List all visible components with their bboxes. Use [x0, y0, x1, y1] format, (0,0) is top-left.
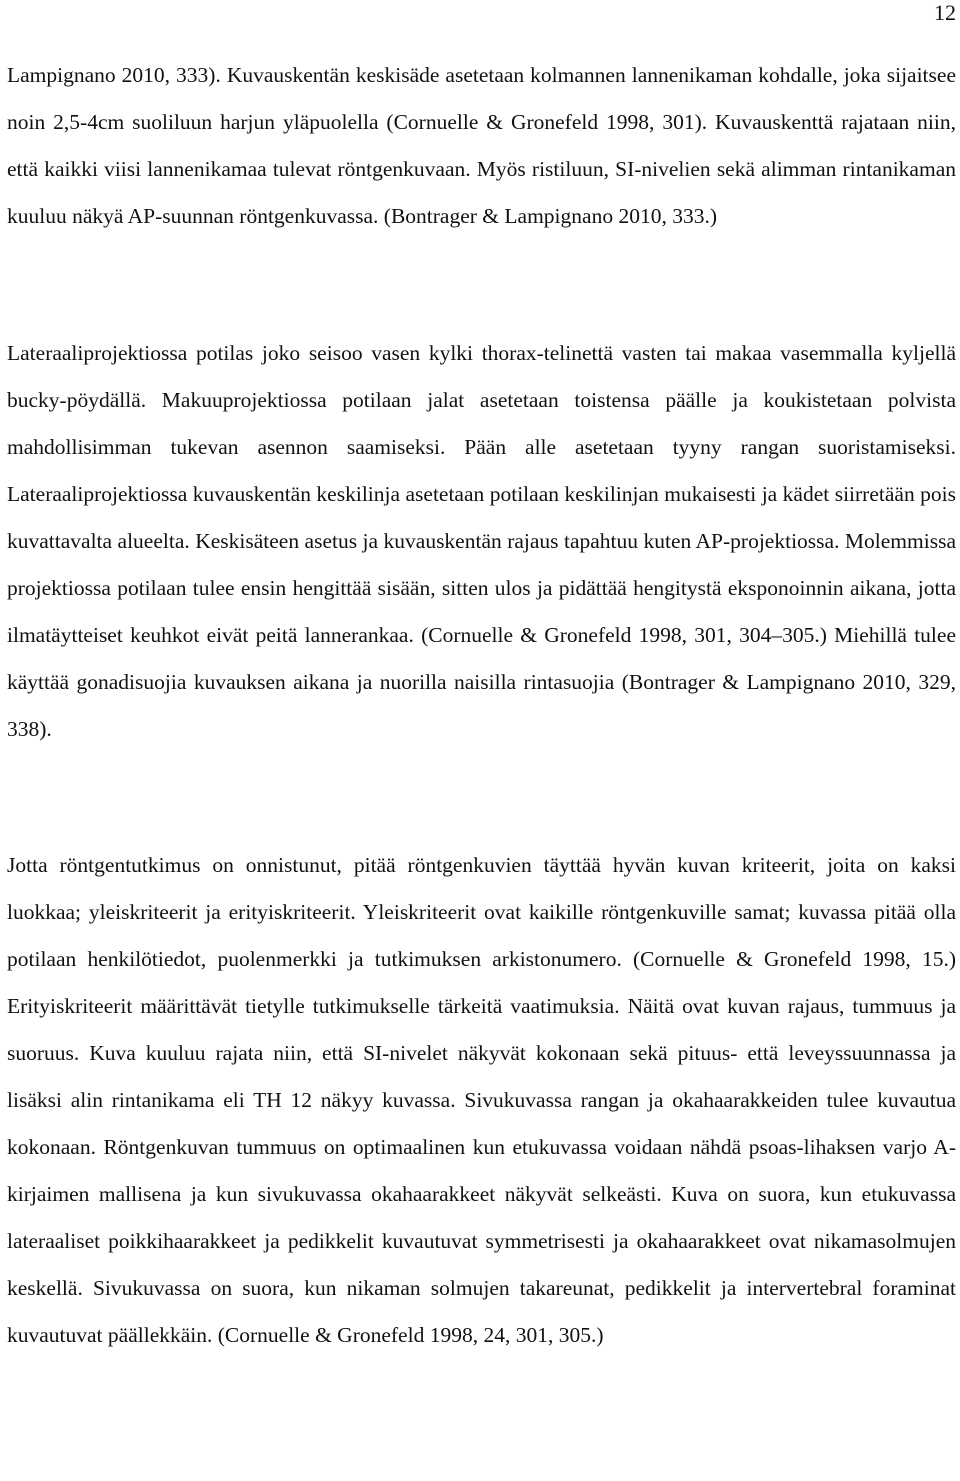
- page-number: 12: [934, 0, 956, 25]
- paragraph-image-criteria: Jotta röntgentutkimus on onnistunut, pitää röntgenkuvien täyttää hyvän kuvan kriteerit, joita on kaksi luokkaa; yleiskriteerit ja erityiskriteerit. Yleiskriteerit ovat kaikille röntgenkuville samat; kuvassa pitää olla potilaan henkilötiedot, puolenmerkki ja tutkimuksen arkistonumero. (Cornuelle & Gronefeld 1998, 15.) Erityiskriteerit määrittävät tietylle tutkimukselle tärkeitä vaatimuksia. Näitä ovat kuvan rajaus, tummuus ja suoruus. Kuva kuuluu rajata niin, että SI-nivelet näkyvät kokonaan sekä pituus- että leveyssuunnassa ja lisäksi alin rintanikama eli TH 12 näkyy kuvassa. Sivukuvassa rangan ja okahaarakkeiden tulee kuvautua kokonaan. Röntgenkuvan tummuus on optimaalinen kun etukuvassa voidaan nähdä psoas-lihaksen varjo A-kirjaimen mallisena ja kun sivukuvassa okahaarakkeet näkyvät selkeästi. Kuva on suora, kun etukuvassa lateraaliset poikkihaarakkeet ja pedikkelit kuvautuvat symmetrisesti ja okahaarakkeet ovat nikamasolmujen keskellä. Sivukuvassa on suora, kun nikaman solmujen takareunat, pedikkelit ja intervertebral foraminat kuvautuvat päällekkäin. (Cornuelle & Gronefeld 1998, 24, 301, 305.): [7, 853, 956, 1347]
- paragraph-lateral-projection: Lateraaliprojektiossa potilas joko seisoo vasen kylki thorax-telinettä vasten tai makaa vasemmalla kyljellä bucky-pöydällä. Makuuprojektiossa potilaan jalat asetetaan toistensa päälle ja koukistetaan polvista mahdollisimman tukevan asennon saamiseksi. Pään alle asetetaan tyyny rangan suoristamiseksi. Lateraaliprojektiossa kuvauskentän keskilinja asetetaan potilaan keskilinjan mukaisesti ja kädet siirretään pois kuvattavalta alueelta. Keskisäteen asetus ja kuvauskentän rajaus tapahtuu kuten AP-projektiossa. Molemmissa projektiossa potilaan tulee ensin hengittää sisään, sitten ulos ja pidättää hengitystä eksponoinnin aikana, jotta ilmatäytteiset keuhkot eivät peitä lannerankaa. (Cornuelle & Gronefeld 1998, 301, 304–305.) Miehillä tulee käyttää gonadisuojia kuvauksen aikana ja nuorilla naisilla rintasuojia (Bontrager & Lampignano 2010, 329, 338).: [7, 341, 956, 741]
- paragraph-ap-projection: Lampignano 2010, 333). Kuvauskentän keskisäde asetetaan kolmannen lannenikaman kohdalle, joka sijaitsee noin 2,5-4cm suoliluun harjun yläpuolella (Cornuelle & Gronefeld 1998, 301). Kuvauskenttä rajataan niin, että kaikki viisi lannenikamaa tulevat röntgenkuvaan. Myös ristiluun, SI-nivelien sekä alimman rintanikaman kuuluu näkyä AP-suunnan röntgenkuvassa. (Bontrager & Lampignano 2010, 333.): [7, 63, 956, 228]
